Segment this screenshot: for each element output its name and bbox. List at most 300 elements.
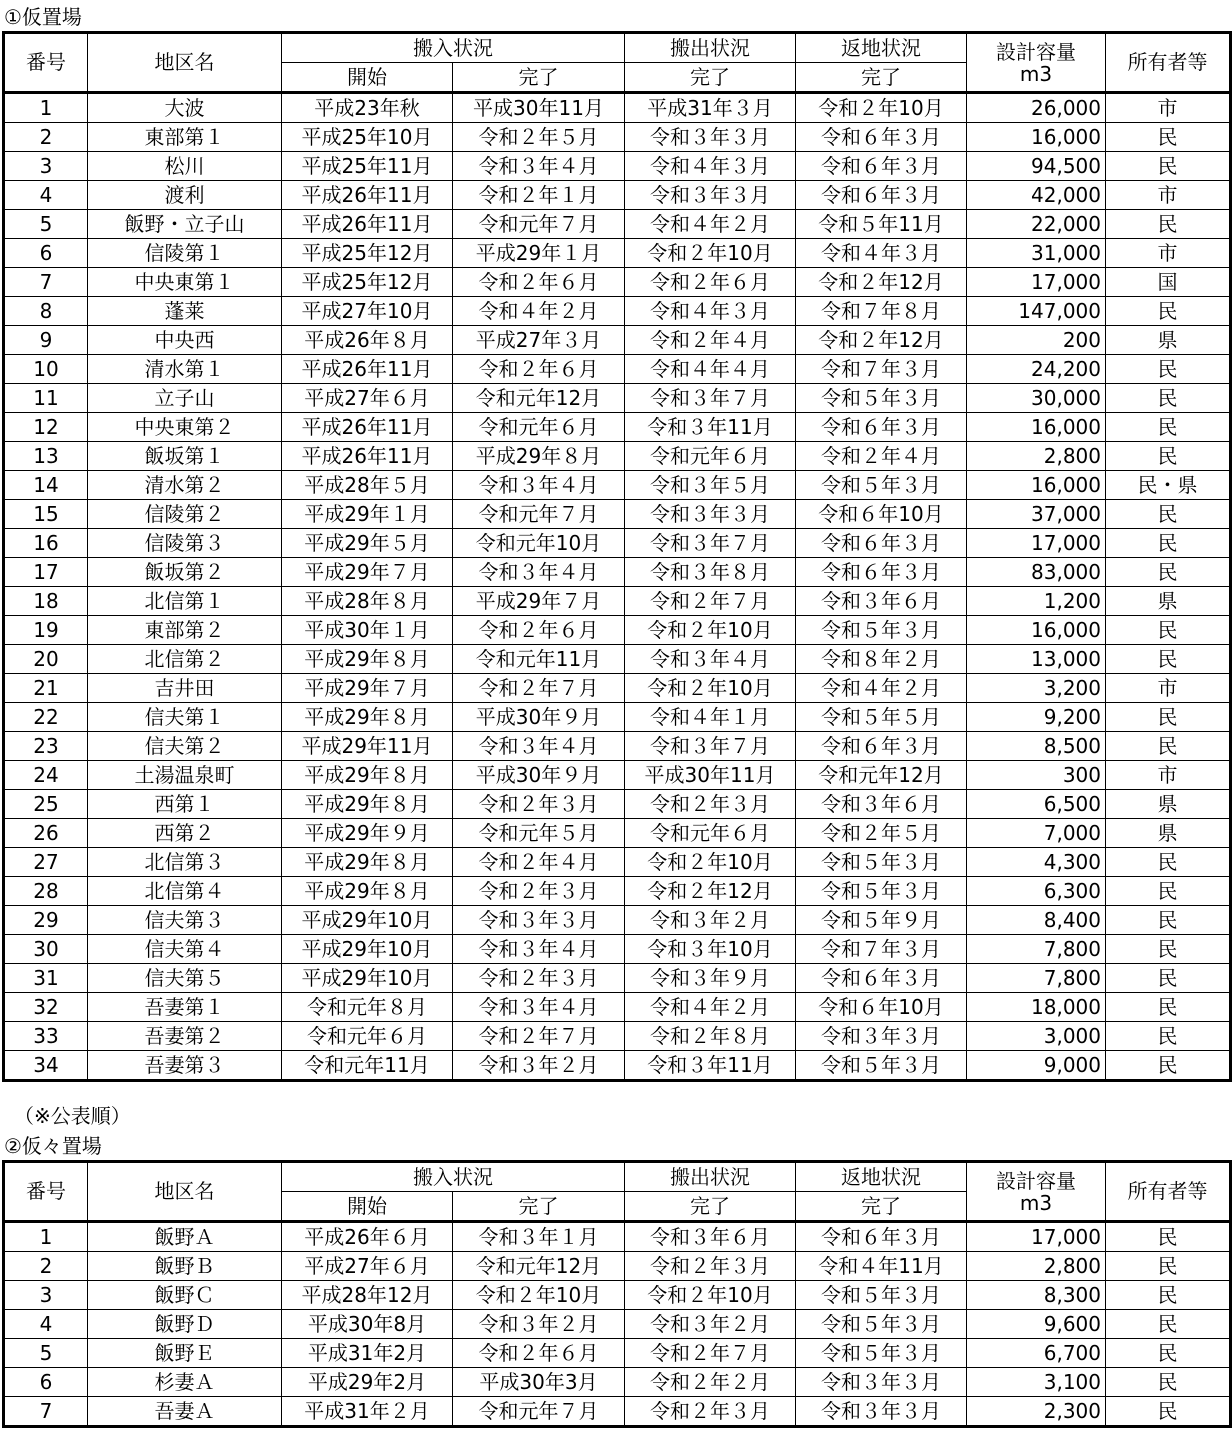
cell-district: 信陵第２: [88, 500, 282, 529]
cell-intake-complete: 令和３年４月: [453, 732, 625, 761]
cell-district: 中央西: [88, 326, 282, 355]
table-row: [4, 877, 1231, 906]
table-row: [4, 93, 1231, 123]
cell-district: 西第１: [88, 790, 282, 819]
table-row: [4, 616, 1231, 645]
cell-intake-start: 平成26年11月: [282, 181, 453, 210]
cell-restore-complete: 令和２年12月: [796, 268, 967, 297]
header-capacity-unit: m3: [1019, 61, 1053, 86]
cell-number: 5: [4, 210, 88, 239]
cell-intake-complete: 令和２年３月: [453, 964, 625, 993]
table-row: [4, 703, 1231, 732]
cell-intake-start: 平成31年２月: [282, 1397, 453, 1427]
cell-capacity: 30,000: [967, 384, 1106, 413]
cell-capacity: 1,200: [967, 587, 1106, 616]
cell-intake-start: 平成26年11月: [282, 442, 453, 471]
cell-number: 8: [4, 297, 88, 326]
cell-intake-start: 平成29年１月: [282, 500, 453, 529]
cell-number: 15: [4, 500, 88, 529]
cell-intake-complete: 令和２年３月: [453, 877, 625, 906]
cell-outflow-complete: 令和元年６月: [625, 442, 796, 471]
cell-restore-complete: 令和５年５月: [796, 703, 967, 732]
cell-capacity: 7,000: [967, 819, 1106, 848]
cell-number: 26: [4, 819, 88, 848]
cell-intake-complete: 令和２年６月: [453, 268, 625, 297]
cell-intake-start: 平成28年12月: [282, 1281, 453, 1310]
cell-restore-complete: 令和５年３月: [796, 1339, 967, 1368]
cell-owner: 民: [1106, 1339, 1231, 1368]
table-row: [4, 587, 1231, 616]
cell-capacity: 17,000: [967, 529, 1106, 558]
table-row: [4, 1368, 1231, 1397]
header-restore-complete: 完了: [796, 1192, 967, 1222]
cell-intake-complete: 令和３年２月: [453, 1310, 625, 1339]
cell-intake-start: 平成29年10月: [282, 964, 453, 993]
cell-owner: 県: [1106, 326, 1231, 355]
cell-number: 22: [4, 703, 88, 732]
cell-number: 30: [4, 935, 88, 964]
cell-capacity: 2,800: [967, 1252, 1106, 1281]
cell-intake-complete: 令和２年６月: [453, 616, 625, 645]
header-district: 地区名: [88, 33, 282, 93]
cell-owner: 民・県: [1106, 471, 1231, 500]
cell-number: 9: [4, 326, 88, 355]
cell-owner: 民: [1106, 297, 1231, 326]
cell-intake-complete: 平成30年3月: [453, 1368, 625, 1397]
table-row: [4, 645, 1231, 674]
cell-district: 中央東第１: [88, 268, 282, 297]
cell-intake-complete: 令和２年７月: [453, 1022, 625, 1051]
cell-restore-complete: 令和２年10月: [796, 93, 967, 123]
section-title-sub-temporary-storage: ②仮々置場: [4, 1134, 102, 1158]
cell-intake-complete: 平成30年９月: [453, 761, 625, 790]
cell-restore-complete: 令和５年３月: [796, 616, 967, 645]
header-intake-complete: 完了: [453, 1192, 625, 1222]
cell-capacity: 6,300: [967, 877, 1106, 906]
cell-restore-complete: 令和６年３月: [796, 529, 967, 558]
header-outflow-complete: 完了: [625, 1192, 796, 1222]
cell-capacity: 9,000: [967, 1051, 1106, 1081]
cell-intake-start: 平成29年10月: [282, 935, 453, 964]
cell-outflow-complete: 令和３年６月: [625, 1222, 796, 1252]
table-row: [4, 500, 1231, 529]
cell-intake-complete: 令和元年７月: [453, 1397, 625, 1427]
cell-outflow-complete: 令和４年１月: [625, 703, 796, 732]
cell-restore-complete: 令和６年３月: [796, 181, 967, 210]
cell-capacity: 17,000: [967, 268, 1106, 297]
header-number: 番号: [4, 33, 88, 93]
cell-district: 松川: [88, 152, 282, 181]
table-row: [4, 1022, 1231, 1051]
cell-restore-complete: 令和５年３月: [796, 848, 967, 877]
table-row: [4, 326, 1231, 355]
cell-intake-complete: 令和４年２月: [453, 297, 625, 326]
cell-outflow-complete: 令和２年３月: [625, 1397, 796, 1427]
header-outflow: 搬出状況: [625, 33, 796, 63]
cell-district: 信夫第３: [88, 906, 282, 935]
cell-district: 杉妻Ａ: [88, 1368, 282, 1397]
cell-owner: 民: [1106, 152, 1231, 181]
table-row: [4, 1222, 1231, 1252]
cell-outflow-complete: 令和３年２月: [625, 1310, 796, 1339]
cell-number: 2: [4, 1252, 88, 1281]
cell-owner: 県: [1106, 587, 1231, 616]
cell-outflow-complete: 令和２年10月: [625, 239, 796, 268]
cell-owner: 民: [1106, 210, 1231, 239]
cell-number: 18: [4, 587, 88, 616]
table-row: [4, 442, 1231, 471]
table-row: [4, 819, 1231, 848]
cell-number: 3: [4, 152, 88, 181]
cell-outflow-complete: 令和２年７月: [625, 587, 796, 616]
cell-intake-complete: 令和２年７月: [453, 674, 625, 703]
cell-owner: 民: [1106, 877, 1231, 906]
cell-outflow-complete: 令和４年３月: [625, 297, 796, 326]
cell-district: 飯野Ｅ: [88, 1339, 282, 1368]
cell-restore-complete: 令和６年３月: [796, 558, 967, 587]
cell-capacity: 17,000: [967, 1222, 1106, 1252]
cell-restore-complete: 令和２年５月: [796, 819, 967, 848]
cell-owner: 民: [1106, 732, 1231, 761]
cell-restore-complete: 令和６年３月: [796, 123, 967, 152]
cell-outflow-complete: 令和４年３月: [625, 152, 796, 181]
cell-capacity: 83,000: [967, 558, 1106, 587]
header-outflow-complete: 完了: [625, 63, 796, 93]
cell-restore-complete: 令和３年６月: [796, 790, 967, 819]
cell-intake-start: 平成29年５月: [282, 529, 453, 558]
cell-capacity: 16,000: [967, 471, 1106, 500]
cell-intake-complete: 平成27年３月: [453, 326, 625, 355]
header-district: 地区名: [88, 1162, 282, 1222]
cell-restore-complete: 令和５年３月: [796, 1281, 967, 1310]
cell-intake-start: 平成29年８月: [282, 761, 453, 790]
cell-capacity: 26,000: [967, 93, 1106, 123]
cell-intake-complete: 令和２年10月: [453, 1281, 625, 1310]
cell-intake-complete: 令和３年１月: [453, 1222, 625, 1252]
sub-temporary-storage-rows: [4, 1222, 1231, 1427]
cell-restore-complete: 令和４年11月: [796, 1252, 967, 1281]
cell-outflow-complete: 令和２年10月: [625, 1281, 796, 1310]
cell-number: 4: [4, 1310, 88, 1339]
cell-district: 信夫第２: [88, 732, 282, 761]
cell-district: 西第２: [88, 819, 282, 848]
cell-capacity: 4,300: [967, 848, 1106, 877]
cell-outflow-complete: 令和３年８月: [625, 558, 796, 587]
cell-restore-complete: 令和６年３月: [796, 413, 967, 442]
header-intake-start: 開始: [282, 1192, 453, 1222]
cell-capacity: 8,300: [967, 1281, 1106, 1310]
cell-district: 大波: [88, 93, 282, 123]
cell-number: 17: [4, 558, 88, 587]
cell-outflow-complete: 令和３年４月: [625, 645, 796, 674]
table-row: [4, 1252, 1231, 1281]
table-row: [4, 384, 1231, 413]
cell-number: 2: [4, 123, 88, 152]
cell-intake-start: 令和元年８月: [282, 993, 453, 1022]
cell-intake-complete: 令和２年５月: [453, 123, 625, 152]
cell-intake-start: 平成29年2月: [282, 1368, 453, 1397]
cell-intake-start: 平成26年11月: [282, 413, 453, 442]
table-row: [4, 906, 1231, 935]
cell-district: 吾妻第３: [88, 1051, 282, 1081]
table-row: [4, 993, 1231, 1022]
cell-restore-complete: 令和３年６月: [796, 587, 967, 616]
cell-capacity: 7,800: [967, 935, 1106, 964]
cell-intake-start: 平成27年10月: [282, 297, 453, 326]
cell-intake-complete: 令和元年７月: [453, 210, 625, 239]
cell-capacity: 42,000: [967, 181, 1106, 210]
cell-intake-start: 平成27年６月: [282, 1252, 453, 1281]
cell-intake-start: 平成28年５月: [282, 471, 453, 500]
cell-number: 13: [4, 442, 88, 471]
cell-outflow-complete: 令和２年６月: [625, 268, 796, 297]
cell-restore-complete: 令和２年12月: [796, 326, 967, 355]
cell-owner: 民: [1106, 413, 1231, 442]
table-row: [4, 268, 1231, 297]
cell-capacity: 7,800: [967, 964, 1106, 993]
header-capacity: [967, 33, 1106, 93]
cell-number: 3: [4, 1281, 88, 1310]
table-row: [4, 1051, 1231, 1081]
cell-intake-complete: 令和元年11月: [453, 645, 625, 674]
cell-intake-start: 平成29年８月: [282, 645, 453, 674]
cell-number: 16: [4, 529, 88, 558]
cell-intake-start: 平成27年６月: [282, 384, 453, 413]
cell-outflow-complete: 令和３年11月: [625, 413, 796, 442]
cell-intake-start: 平成26年11月: [282, 355, 453, 384]
cell-owner: 市: [1106, 674, 1231, 703]
cell-number: 6: [4, 1368, 88, 1397]
cell-district: 渡利: [88, 181, 282, 210]
cell-owner: 民: [1106, 616, 1231, 645]
table-row: [4, 1397, 1231, 1427]
cell-number: 20: [4, 645, 88, 674]
cell-owner: 民: [1106, 123, 1231, 152]
table-row: [4, 1339, 1231, 1368]
header-owner: 所有者等: [1106, 1162, 1231, 1222]
cell-outflow-complete: 令和３年７月: [625, 732, 796, 761]
cell-number: 23: [4, 732, 88, 761]
cell-outflow-complete: 令和２年２月: [625, 1368, 796, 1397]
cell-district: 信陵第１: [88, 239, 282, 268]
cell-owner: 民: [1106, 1281, 1231, 1310]
cell-owner: 民: [1106, 355, 1231, 384]
cell-capacity: 31,000: [967, 239, 1106, 268]
cell-outflow-complete: 令和３年３月: [625, 123, 796, 152]
cell-intake-complete: 令和元年12月: [453, 384, 625, 413]
cell-capacity: 300: [967, 761, 1106, 790]
header-number: 番号: [4, 1162, 88, 1222]
cell-owner: 市: [1106, 93, 1231, 123]
cell-intake-complete: 令和２年３月: [453, 790, 625, 819]
cell-intake-start: 平成29年８月: [282, 790, 453, 819]
cell-outflow-complete: 令和２年７月: [625, 1339, 796, 1368]
table-row: [4, 152, 1231, 181]
cell-number: 31: [4, 964, 88, 993]
cell-number: 24: [4, 761, 88, 790]
table-row: [4, 1310, 1231, 1339]
cell-district: 飯野Ａ: [88, 1222, 282, 1252]
cell-owner: 市: [1106, 181, 1231, 210]
table-row: [4, 123, 1231, 152]
cell-restore-complete: 令和元年12月: [796, 761, 967, 790]
cell-outflow-complete: 令和３年10月: [625, 935, 796, 964]
cell-restore-complete: 令和５年３月: [796, 1051, 967, 1081]
cell-district: 信夫第１: [88, 703, 282, 732]
cell-capacity: 16,000: [967, 616, 1106, 645]
cell-intake-complete: 令和３年３月: [453, 906, 625, 935]
cell-intake-complete: 令和元年５月: [453, 819, 625, 848]
cell-owner: 市: [1106, 239, 1231, 268]
cell-number: 5: [4, 1339, 88, 1368]
cell-restore-complete: 令和３年３月: [796, 1368, 967, 1397]
cell-district: 飯野Ｂ: [88, 1252, 282, 1281]
header-intake-start: 開始: [282, 63, 453, 93]
cell-district: 吉井田: [88, 674, 282, 703]
cell-intake-complete: 令和３年４月: [453, 993, 625, 1022]
cell-intake-start: 令和元年11月: [282, 1051, 453, 1081]
table-row: [4, 210, 1231, 239]
cell-intake-start: 平成29年11月: [282, 732, 453, 761]
cell-district: 立子山: [88, 384, 282, 413]
cell-outflow-complete: 令和２年３月: [625, 790, 796, 819]
cell-owner: 国: [1106, 268, 1231, 297]
header-capacity-unit: m3: [1019, 1190, 1053, 1215]
cell-intake-start: 令和元年６月: [282, 1022, 453, 1051]
cell-capacity: 6,500: [967, 790, 1106, 819]
cell-restore-complete: 令和７年８月: [796, 297, 967, 326]
cell-outflow-complete: 令和２年３月: [625, 1252, 796, 1281]
cell-owner: 民: [1106, 1222, 1231, 1252]
cell-owner: 民: [1106, 1397, 1231, 1427]
cell-restore-complete: 令和５年９月: [796, 906, 967, 935]
cell-district: 東部第２: [88, 616, 282, 645]
cell-intake-start: 平成25年11月: [282, 152, 453, 181]
cell-district: 東部第１: [88, 123, 282, 152]
cell-number: 33: [4, 1022, 88, 1051]
header-restore: 返地状況: [796, 33, 967, 63]
header-restore: 返地状況: [796, 1162, 967, 1192]
table-row: [4, 239, 1231, 268]
cell-district: 北信第１: [88, 587, 282, 616]
cell-outflow-complete: 令和３年２月: [625, 906, 796, 935]
cell-outflow-complete: 令和２年10月: [625, 848, 796, 877]
cell-intake-start: 平成30年8月: [282, 1310, 453, 1339]
cell-restore-complete: 令和６年３月: [796, 964, 967, 993]
cell-intake-start: 平成26年８月: [282, 326, 453, 355]
cell-district: 飯坂第１: [88, 442, 282, 471]
cell-intake-start: 平成29年８月: [282, 877, 453, 906]
cell-district: 飯野・立子山: [88, 210, 282, 239]
cell-number: 14: [4, 471, 88, 500]
cell-number: 1: [4, 93, 88, 123]
cell-district: 飯坂第２: [88, 558, 282, 587]
cell-district: 土湯温泉町: [88, 761, 282, 790]
temporary-storage-table: [2, 31, 1232, 1082]
table-row: [4, 761, 1231, 790]
cell-intake-start: 平成28年８月: [282, 587, 453, 616]
cell-restore-complete: 令和６年10月: [796, 993, 967, 1022]
cell-intake-complete: 令和３年４月: [453, 471, 625, 500]
table-row: [4, 558, 1231, 587]
cell-intake-start: 平成30年１月: [282, 616, 453, 645]
cell-intake-start: 平成29年10月: [282, 906, 453, 935]
cell-district: 清水第２: [88, 471, 282, 500]
cell-intake-complete: 令和２年６月: [453, 355, 625, 384]
cell-owner: 民: [1106, 1252, 1231, 1281]
cell-owner: 民: [1106, 529, 1231, 558]
cell-district: 信夫第４: [88, 935, 282, 964]
cell-intake-complete: 平成29年８月: [453, 442, 625, 471]
cell-district: 北信第３: [88, 848, 282, 877]
cell-owner: 県: [1106, 819, 1231, 848]
cell-number: 29: [4, 906, 88, 935]
cell-district: 北信第２: [88, 645, 282, 674]
cell-outflow-complete: 令和４年４月: [625, 355, 796, 384]
cell-capacity: 2,300: [967, 1397, 1106, 1427]
cell-district: 北信第４: [88, 877, 282, 906]
cell-intake-start: 平成29年９月: [282, 819, 453, 848]
cell-capacity: 9,600: [967, 1310, 1106, 1339]
cell-intake-start: 平成25年12月: [282, 268, 453, 297]
cell-intake-complete: 令和３年２月: [453, 1051, 625, 1081]
cell-number: 6: [4, 239, 88, 268]
cell-capacity: 2,800: [967, 442, 1106, 471]
cell-capacity: 3,200: [967, 674, 1106, 703]
cell-capacity: 200: [967, 326, 1106, 355]
table-row: [4, 471, 1231, 500]
cell-intake-complete: 令和元年10月: [453, 529, 625, 558]
table-row: [4, 848, 1231, 877]
table-row: [4, 355, 1231, 384]
cell-intake-start: 平成26年６月: [282, 1222, 453, 1252]
cell-intake-complete: 令和２年１月: [453, 181, 625, 210]
cell-intake-start: 平成29年８月: [282, 848, 453, 877]
cell-intake-complete: 平成29年１月: [453, 239, 625, 268]
cell-outflow-complete: 令和３年７月: [625, 384, 796, 413]
cell-intake-complete: 令和元年６月: [453, 413, 625, 442]
table-row: [4, 732, 1231, 761]
cell-owner: 民: [1106, 964, 1231, 993]
cell-intake-complete: 令和元年12月: [453, 1252, 625, 1281]
cell-capacity: 94,500: [967, 152, 1106, 181]
cell-capacity: 16,000: [967, 413, 1106, 442]
cell-intake-complete: 令和３年４月: [453, 935, 625, 964]
cell-restore-complete: 令和５年３月: [796, 384, 967, 413]
cell-owner: 民: [1106, 500, 1231, 529]
cell-intake-start: 平成25年10月: [282, 123, 453, 152]
cell-restore-complete: 令和８年２月: [796, 645, 967, 674]
cell-district: 中央東第２: [88, 413, 282, 442]
cell-district: 蓬莱: [88, 297, 282, 326]
table-row: [4, 674, 1231, 703]
header-capacity: [967, 1162, 1106, 1222]
table-row: [4, 297, 1231, 326]
cell-restore-complete: 令和３年３月: [796, 1022, 967, 1051]
header-outflow: 搬出状況: [625, 1162, 796, 1192]
cell-number: 12: [4, 413, 88, 442]
table-row: [4, 790, 1231, 819]
cell-owner: 民: [1106, 1051, 1231, 1081]
cell-outflow-complete: 令和４年２月: [625, 993, 796, 1022]
cell-outflow-complete: 令和３年３月: [625, 181, 796, 210]
cell-number: 19: [4, 616, 88, 645]
cell-owner: 民: [1106, 848, 1231, 877]
cell-owner: 民: [1106, 703, 1231, 732]
cell-outflow-complete: 令和３年５月: [625, 471, 796, 500]
cell-capacity: 16,000: [967, 123, 1106, 152]
cell-capacity: 8,500: [967, 732, 1106, 761]
